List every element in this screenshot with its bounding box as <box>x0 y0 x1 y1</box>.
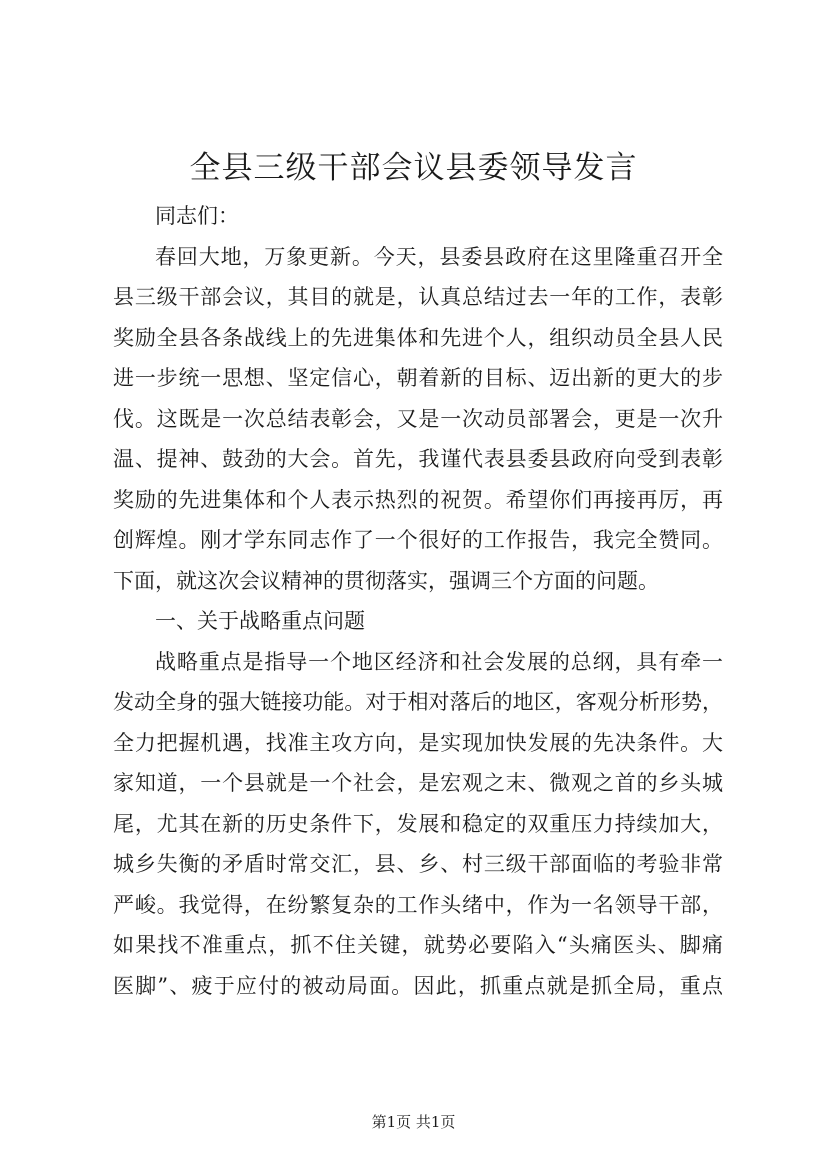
paragraph-line: 温、提神、鼓劲的大会。首先，我谨代表县委县政府向受到表彰 <box>113 447 723 471</box>
section-heading: 一、关于战略重点问题 <box>155 609 365 633</box>
paragraph-line: 如果找不准重点，抓不住关键，就势必要陷入“头痛医头、脚痛 <box>113 933 723 957</box>
paragraph-line: 下面，就这次会议精神的贯彻落实，强调三个方面的问题。 <box>113 568 659 593</box>
paragraph-line: 全力把握机遇，找准主攻方向，是实现加快发展的先决条件。大 <box>113 730 723 755</box>
paragraph-line: 医脚”、疲于应付的被动局面。因此，抓重点就是抓全局，重点 <box>113 973 723 998</box>
paragraph-line: 进一步统一思想、坚定信心，朝着新的目标、迈出新的更大的步 <box>113 366 723 390</box>
paragraph-line: 春回大地，万象更新。今天，县委县政府在这里隆重召开全 <box>155 244 723 269</box>
page-title: 全县三级干部会议县委领导发言 <box>189 150 638 186</box>
paragraph-line: 创辉煌。刚才学东同志作了一个很好的工作报告，我完全赞同。 <box>113 528 723 552</box>
paragraph-line: 严峻。我觉得，在纷繁复杂的工作头绪中，作为一名领导干部， <box>113 892 723 917</box>
page-footer: 第1页 共1页 <box>371 1113 456 1131</box>
paragraph-line: 县三级干部会议，其目的就是，认真总结过去一年的工作，表彰 <box>113 285 723 309</box>
paragraph-line: 奖励全县各条战线上的先进集体和先进个人，组织动员全县人民 <box>113 325 723 350</box>
paragraph-line: 奖励的先进集体和个人表示热烈的祝贺。希望你们再接再厉，再 <box>113 487 723 512</box>
salutation-line: 同志们： <box>155 204 239 228</box>
paragraph-line: 尾，尤其在新的历史条件下，发展和稳定的双重压力持续加大， <box>113 811 723 836</box>
paragraph-line: 发动全身的强大链接功能。对于相对落后的地区，客观分析形势， <box>113 690 723 714</box>
paragraph-line: 家知道，一个县就是一个社会，是宏观之末、微观之首的乡头城 <box>113 771 723 795</box>
paragraph-line: 城乡失衡的矛盾时常交汇，县、乡、村三级干部面临的考验非常 <box>113 852 723 876</box>
document-body <box>113 196 723 1006</box>
paragraph-line: 战略重点是指导一个地区经济和社会发展的总纲，具有牵一 <box>155 649 723 674</box>
paragraph-line: 伐。这既是一次总结表彰会，又是一次动员部署会，更是一次升 <box>113 406 723 431</box>
